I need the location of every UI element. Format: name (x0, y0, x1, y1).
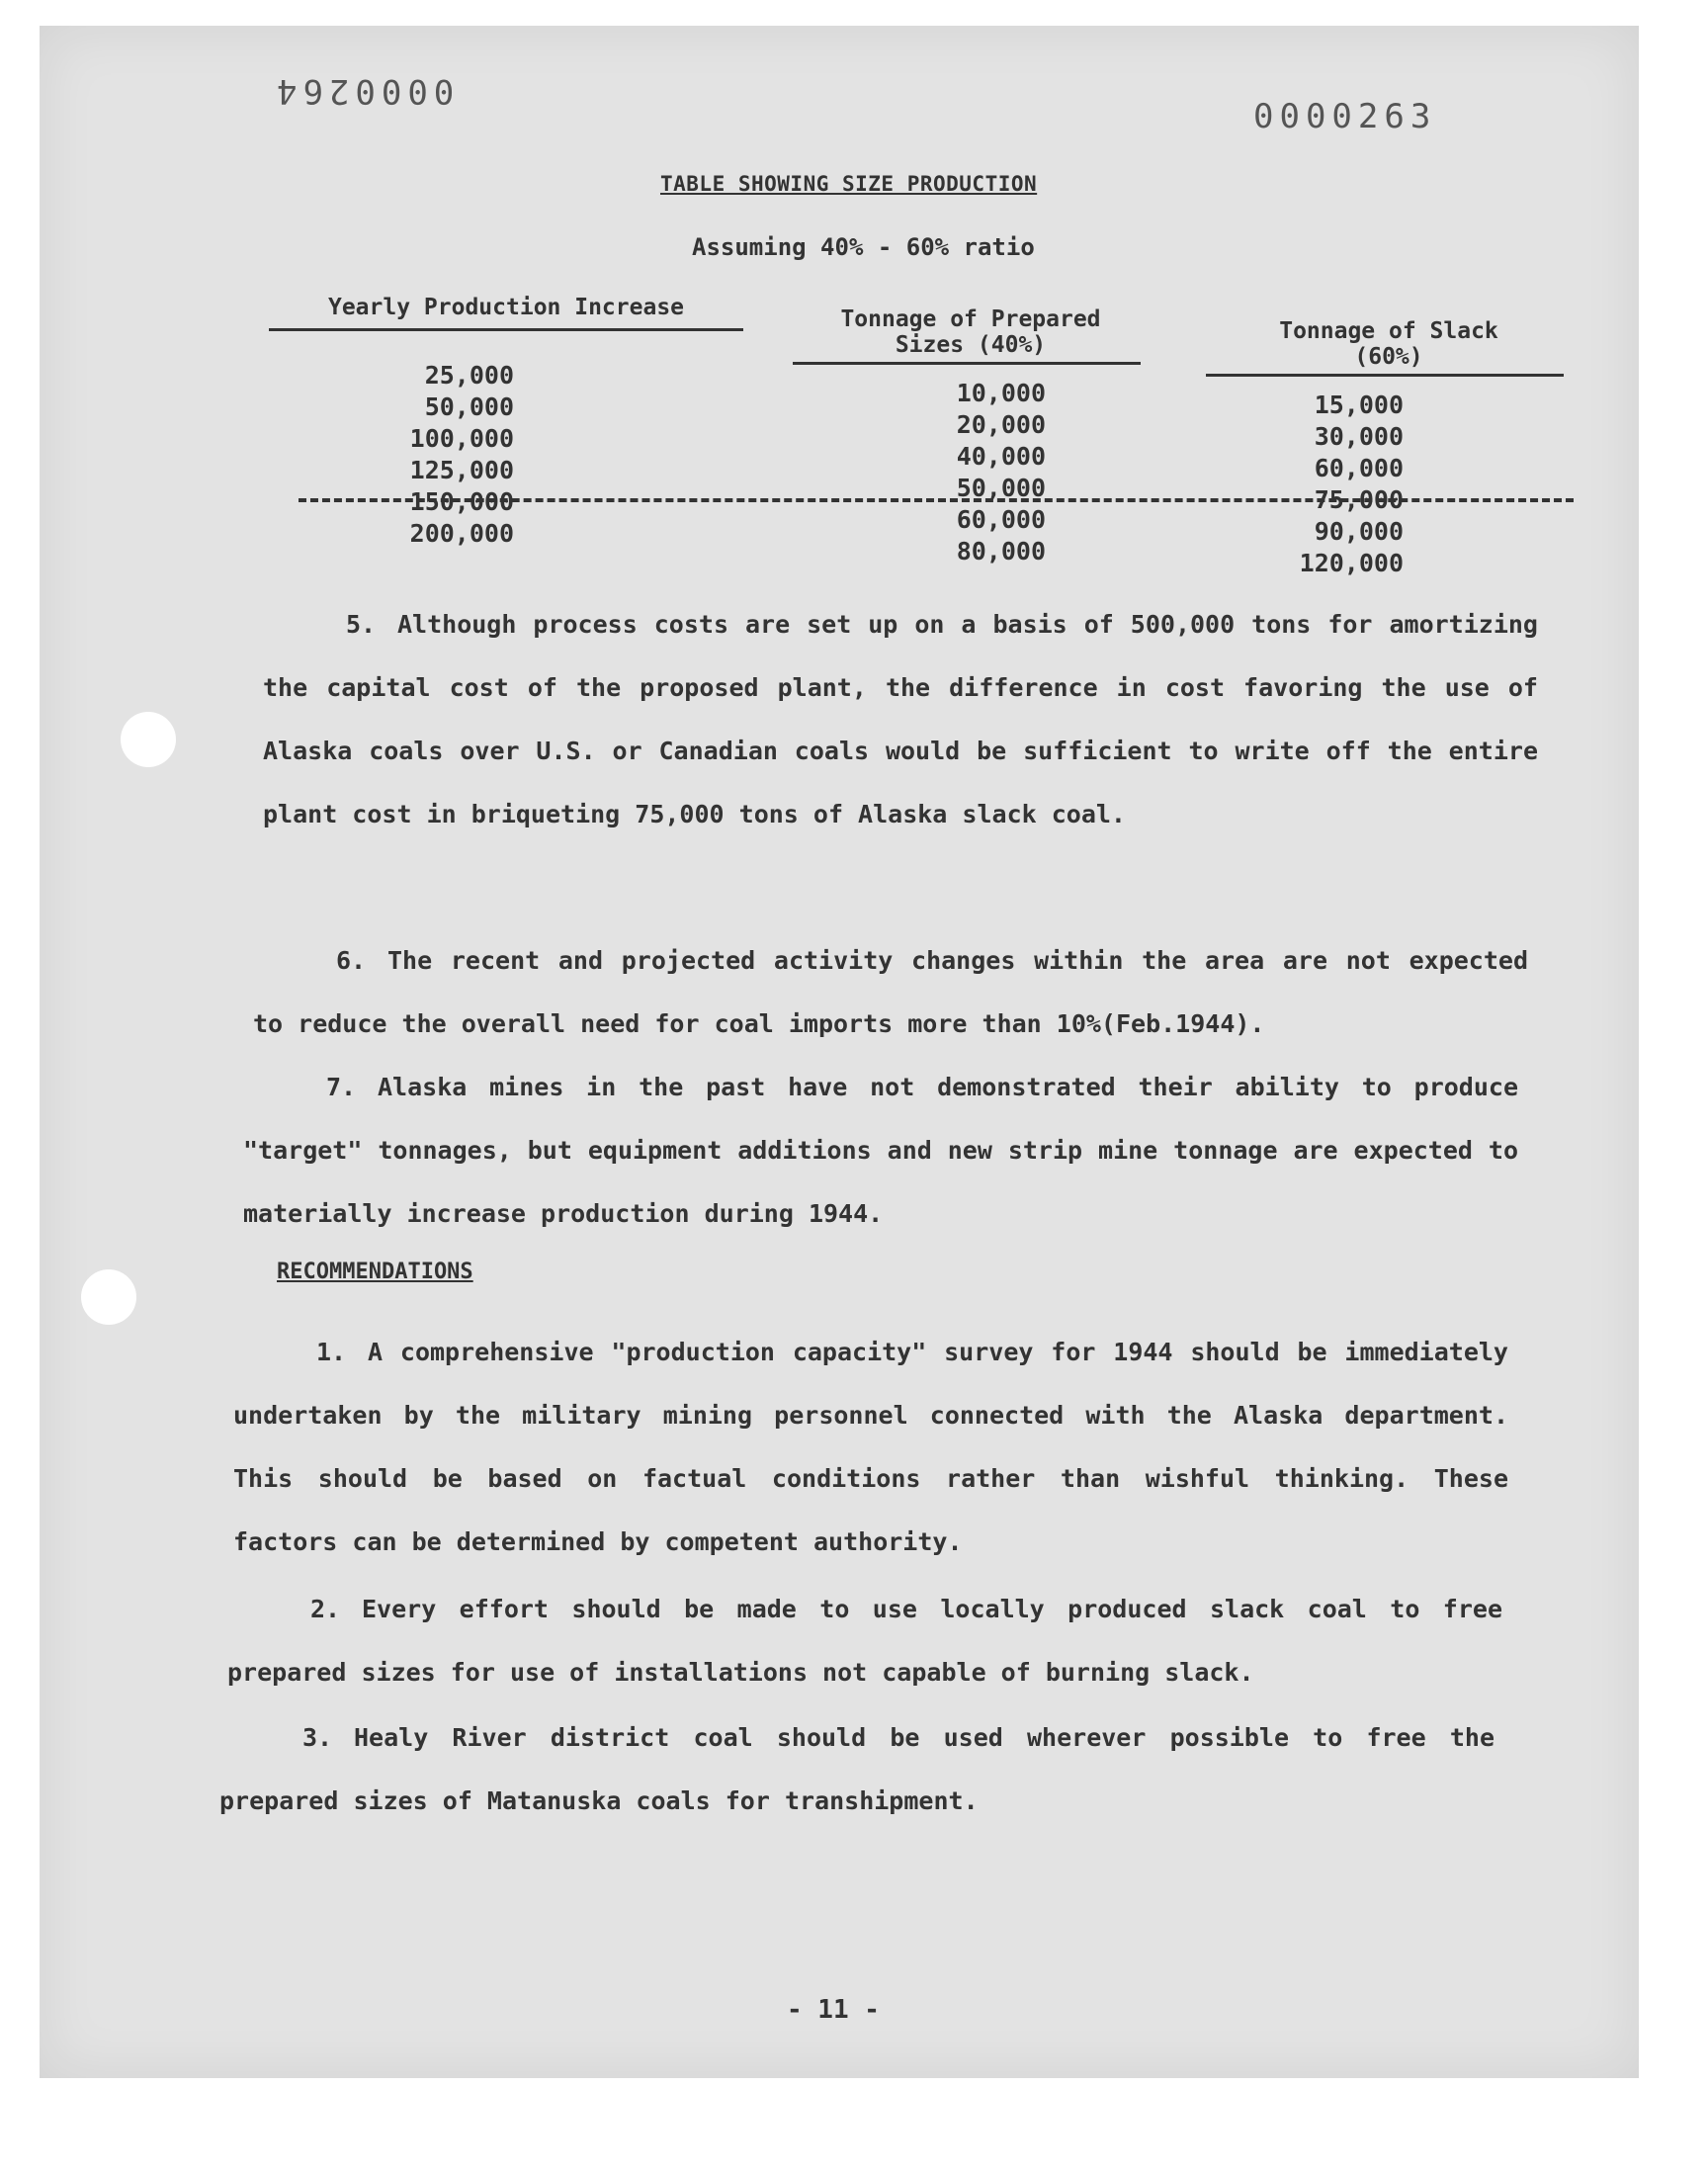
table-cell: 30,000 (1314, 422, 1404, 451)
column-header-prepared (793, 306, 1149, 358)
paragraph-number: 6. (336, 946, 367, 975)
table-cell: 25,000 (424, 361, 514, 390)
table-cell: 120,000 (1299, 549, 1404, 577)
table-cell: 50,000 (956, 474, 1046, 502)
recommendation-number: 3. (302, 1723, 333, 1752)
table-cell: 20,000 (956, 410, 1046, 439)
table-cell: 60,000 (1314, 454, 1404, 482)
recommendation-number: 1. (316, 1338, 347, 1366)
table-cell: 200,000 (409, 519, 514, 548)
column-prepared-values (897, 378, 1046, 567)
table-cell: 90,000 (1314, 517, 1404, 546)
column-header-slack (1206, 318, 1572, 370)
table-cell: 15,000 (1314, 391, 1404, 419)
recommendation-text: Healy River district coal should be used wherever possible to free the prepared sizes of Matanuska coals for transhipment. (219, 1723, 1494, 1815)
punch-hole (81, 1269, 136, 1325)
table-cell: 100,000 (409, 424, 514, 453)
table-cell: 125,000 (409, 456, 514, 484)
column-header-yearly (269, 295, 743, 320)
header-rule (793, 362, 1141, 365)
column-header-text: Yearly Production Increase (327, 295, 685, 320)
table-cell: 50,000 (424, 392, 514, 421)
table-title: TABLE SHOWING SIZE PRODUCTION (660, 172, 1038, 196)
paragraph-6 (253, 929, 1528, 1056)
column-header-text: Tonnage of Slack (1279, 318, 1498, 344)
table-cell: 80,000 (956, 537, 1046, 566)
paragraph-number: 7. (326, 1073, 357, 1101)
recommendation-text: A comprehensive "production capacity" survey for 1944 should be immediately undertaken by the military mining personnel connected with the Alaska department. This should be based on factual conditions rather than wishful thinking. These factors can be determined by competent authority. (233, 1338, 1508, 1556)
table-cell: 150,000 (409, 487, 514, 516)
document-stamp-top-right: 0000263 (1253, 97, 1437, 136)
header-rule (269, 328, 743, 331)
document-page (40, 26, 1639, 2078)
table-subtitle: Assuming 40% - 60% ratio (692, 233, 1035, 261)
page-number: - 11 - (787, 1995, 880, 2025)
document-stamp-top-left: 0000264 (271, 71, 455, 111)
recommendation-1 (233, 1321, 1508, 1574)
recommendation-text: Every effort should be made to use locally produced slack coal to free prepared sizes for use of installations not capable of burning slack. (227, 1595, 1502, 1687)
table-cell: 75,000 (1314, 485, 1404, 514)
paragraph-number: 5. (346, 610, 377, 639)
column-header-text: Tonnage of Prepared (840, 306, 1101, 332)
column-slack-values (1255, 390, 1404, 579)
paragraph-7 (243, 1056, 1518, 1246)
dashed-separator-line (299, 498, 1574, 502)
header-rule (1206, 374, 1564, 377)
paragraph-5 (263, 593, 1538, 846)
table-cell: 40,000 (956, 442, 1046, 471)
recommendation-2 (227, 1578, 1502, 1704)
column-header-text: Sizes (40%) (895, 332, 1047, 358)
table-cell: 60,000 (956, 505, 1046, 534)
table-cell: 10,000 (956, 379, 1046, 407)
column-yearly-values (366, 360, 514, 550)
recommendation-3 (219, 1706, 1494, 1833)
recommendation-number: 2. (310, 1595, 341, 1623)
recommendations-heading: RECOMMENDATIONS (277, 1260, 473, 1284)
column-header-text: (60%) (1354, 344, 1423, 370)
paragraph-text: Although process costs are set up on a basis of 500,000 tons for amortizing the capital cost of the proposed plant, the difference in cost favoring the use of Alaska coals over U.S. or Canadian coals would be sufficient to write off the entire plant cost in briqueting 75,000 tons of Alaska slack coal. (263, 610, 1538, 828)
punch-hole (121, 712, 176, 767)
paragraph-text: The recent and projected activity changes within the area are not expected to reduce the overall need for coal imports more than 10%(Feb.1944). (253, 946, 1528, 1038)
paragraph-text: Alaska mines in the past have not demonstrated their ability to produce "target" tonnages, but equipment additions and new strip mine tonnage are expected to materially increase production during 1944. (243, 1073, 1518, 1228)
